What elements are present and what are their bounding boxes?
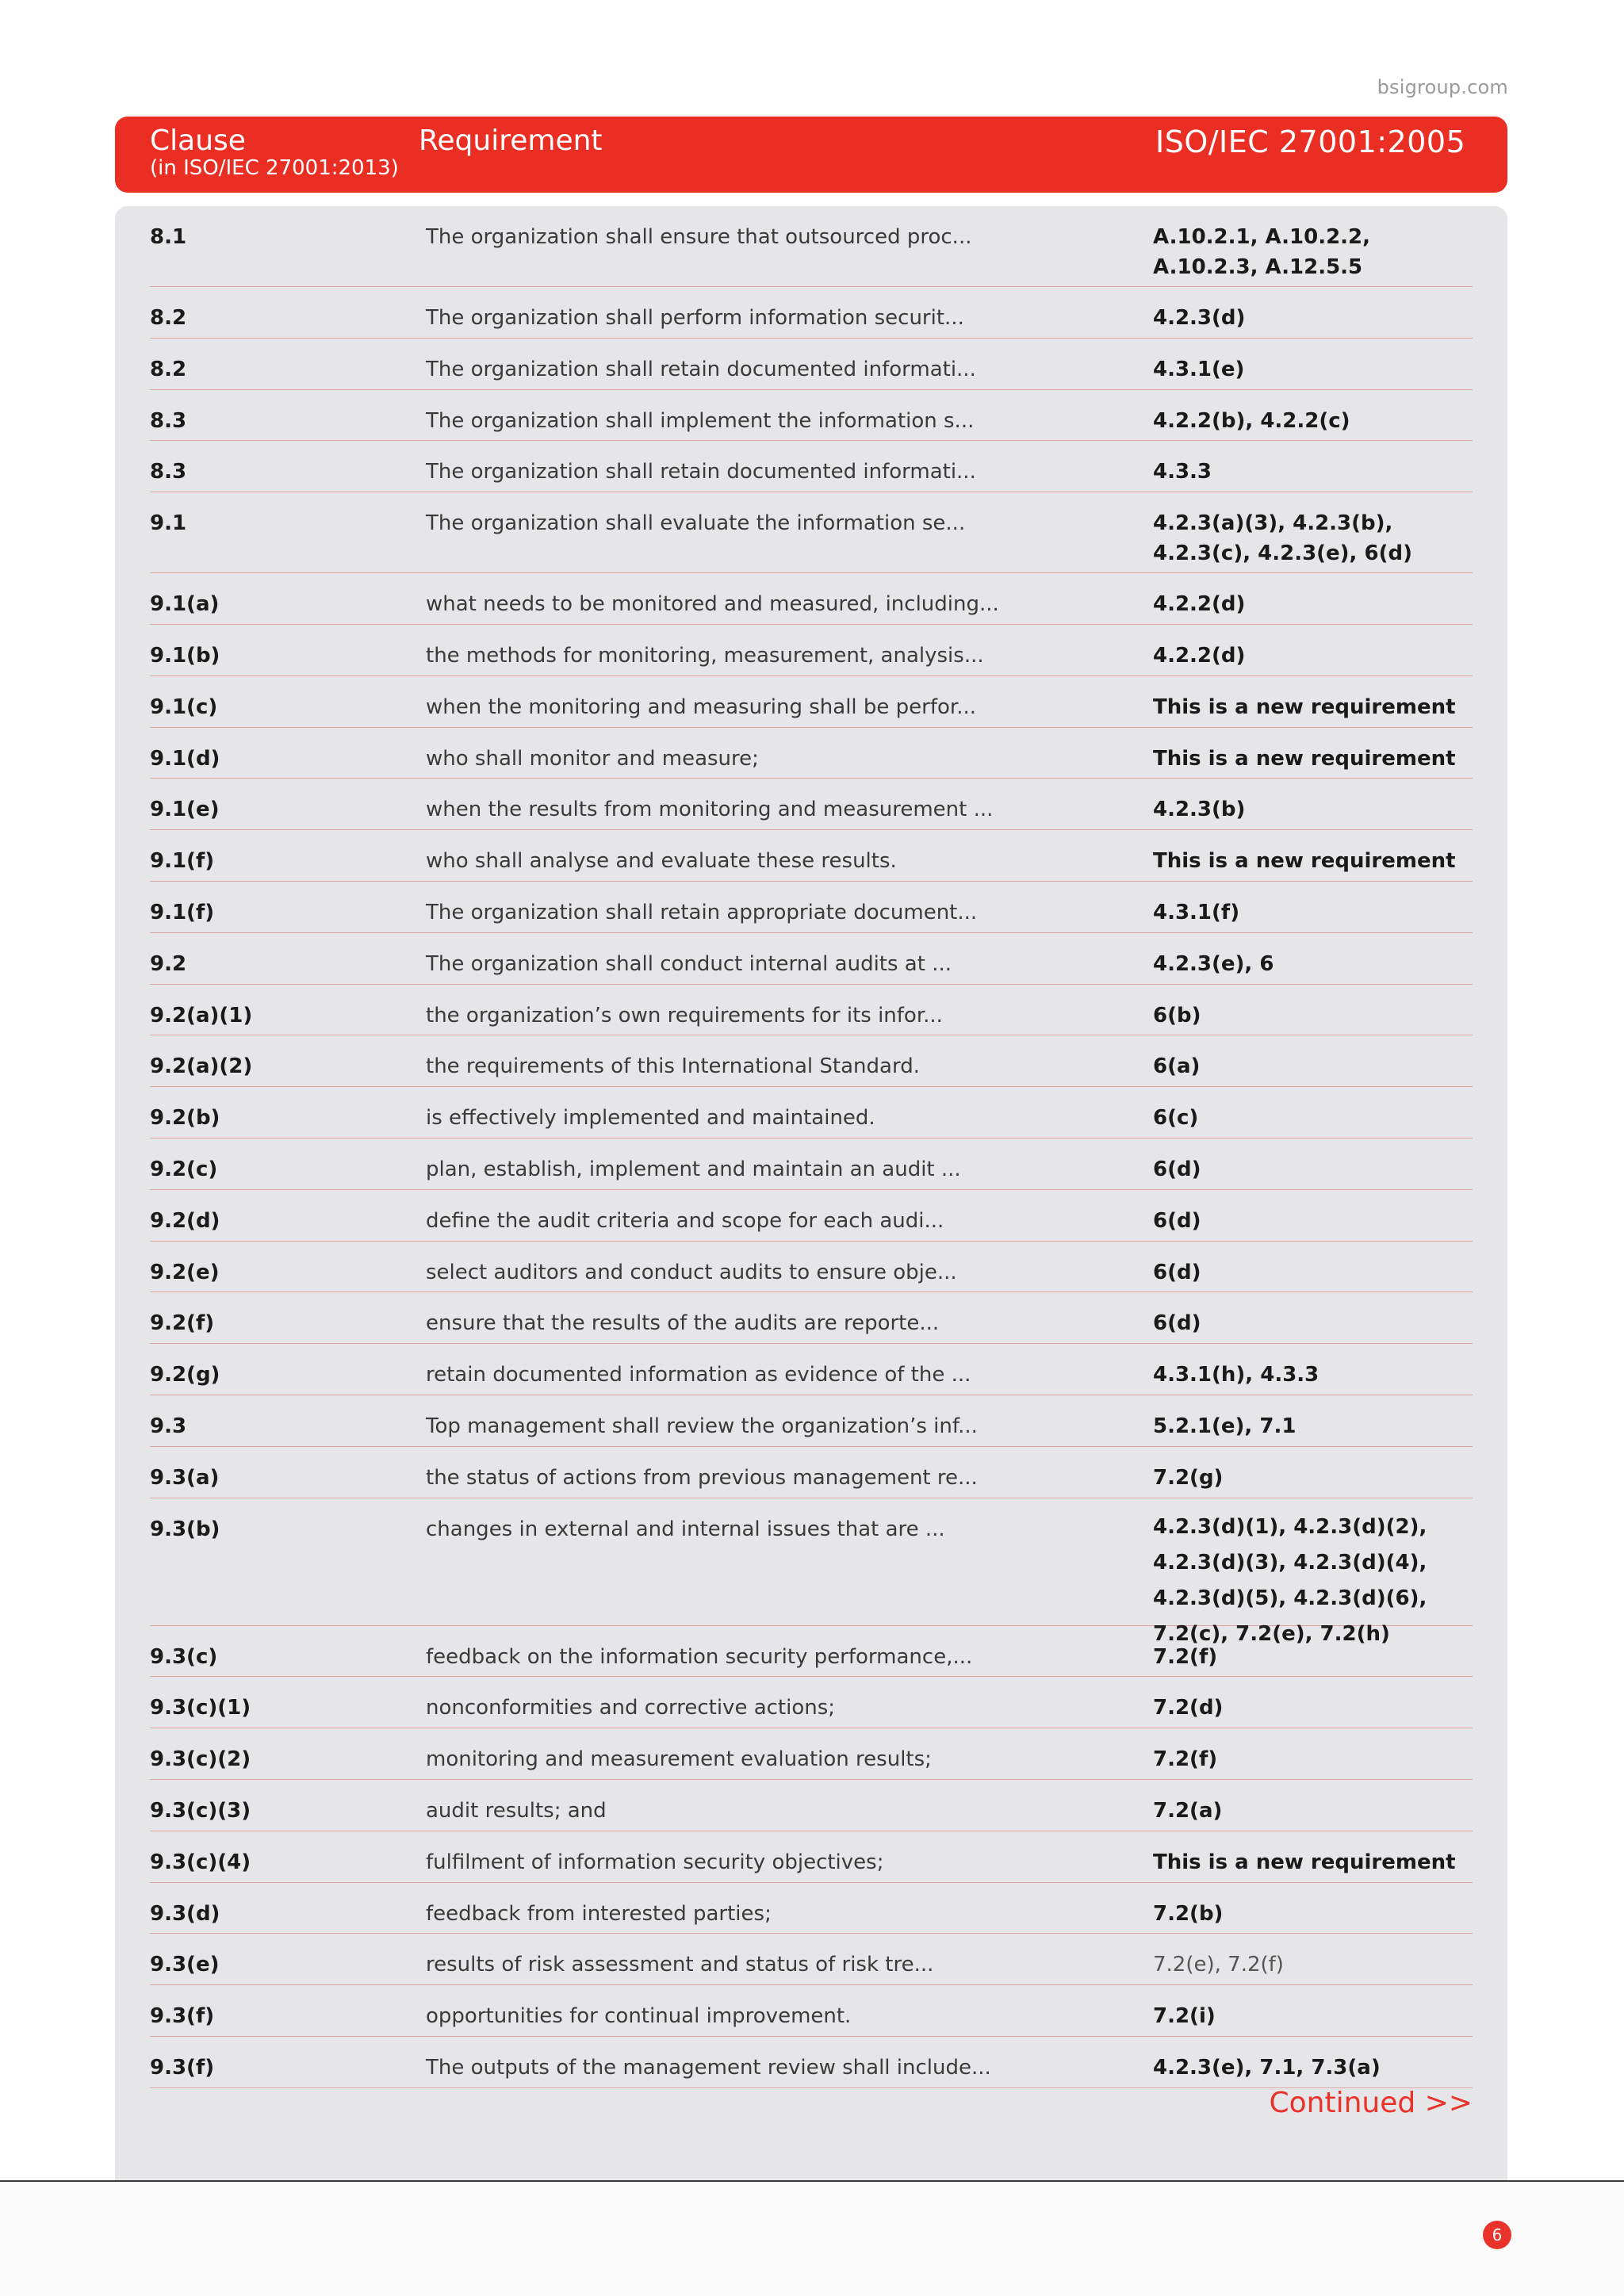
requirement-cell: the methods for monitoring, measurement, analysis... xyxy=(426,643,984,668)
clause-cell: 8.3 xyxy=(150,460,187,484)
clause-cell: 9.1(c) xyxy=(150,695,218,719)
table-row xyxy=(150,1087,1473,1138)
iso-2005-cell: 4.2.2(d) xyxy=(1153,643,1246,668)
iso-2005-cell: 6(c) xyxy=(1153,1106,1199,1131)
requirement-cell: The organization shall retain documented informati... xyxy=(426,460,976,484)
clause-cell: 9.3(d) xyxy=(150,1901,220,1926)
iso-2005-cell: A.10.2.1, A.10.2.2, A.10.2.3, A.12.5.5 xyxy=(1153,225,1371,279)
clause-cell: 9.2 xyxy=(150,951,187,976)
requirement-cell: what needs to be monitored and measured, including... xyxy=(426,592,999,617)
table-row xyxy=(150,1728,1473,1780)
iso-2005-cell: 4.3.1(h), 4.3.3 xyxy=(1153,1363,1320,1387)
requirement-cell: the requirements of this International Standard. xyxy=(426,1054,920,1079)
requirement-cell: nonconformities and corrective actions; xyxy=(426,1696,836,1720)
iso-2005-cell: 7.2(a) xyxy=(1153,1798,1223,1823)
clause-cell: 9.3(f) xyxy=(150,2055,215,2080)
table-row xyxy=(150,1934,1473,1985)
requirement-cell: The organization shall ensure that outsourced proc... xyxy=(426,225,972,249)
table-row xyxy=(150,390,1473,442)
table-row xyxy=(150,1985,1473,2037)
site-url: bsigroup.com xyxy=(1377,76,1508,98)
table-row xyxy=(150,1831,1473,1883)
iso-2005-cell: This is a new requirement xyxy=(1153,695,1456,719)
clause-cell: 9.2(c) xyxy=(150,1157,218,1181)
requirement-cell: the status of actions from previous management re... xyxy=(426,1465,978,1490)
requirement-cell: monitoring and measurement evaluation results; xyxy=(426,1747,932,1772)
table-row xyxy=(150,1626,1473,1678)
iso-2005-cell: 4.2.2(d) xyxy=(1153,592,1246,617)
page-number-badge: 6 xyxy=(1483,2221,1511,2249)
clause-cell: 9.1(d) xyxy=(150,746,220,771)
iso-2005-cell: 4.3.1(e) xyxy=(1153,357,1245,381)
requirement-cell: The outputs of the management review shall include... xyxy=(426,2055,991,2080)
clause-cell: 8.2 xyxy=(150,306,187,330)
iso-2005-cell: 4.3.1(f) xyxy=(1153,900,1240,924)
clause-cell: 9.2(d) xyxy=(150,1208,220,1233)
requirement-cell: who shall monitor and measure; xyxy=(426,746,759,771)
requirement-cell: feedback on the information security performance,... xyxy=(426,1644,973,1669)
clause-cell: 9.3(c)(1) xyxy=(150,1696,251,1720)
clause-cell: 9.1(b) xyxy=(150,643,220,668)
continued-link[interactable]: Continued >> xyxy=(1269,2087,1473,2119)
iso-2005-cell: 6(b) xyxy=(1153,1003,1201,1027)
requirement-cell: ensure that the results of the audits are reporte... xyxy=(426,1311,940,1336)
iso-2005-cell: 7.2(i) xyxy=(1153,2004,1216,2029)
requirement-cell: The organization shall conduct internal audits at ... xyxy=(426,951,952,976)
iso-2005-cell: 7.2(f) xyxy=(1153,1747,1218,1772)
iso-2005-cell: 7.2(d) xyxy=(1153,1696,1224,1720)
requirement-cell: when the monitoring and measuring shall be perfor... xyxy=(426,695,977,719)
iso-2005-cell: 6(a) xyxy=(1153,1054,1201,1079)
table-row xyxy=(150,573,1473,625)
iso-2005-cell: 7.2(f) xyxy=(1153,1644,1218,1669)
clause-cell: 9.1(e) xyxy=(150,798,220,822)
table-row xyxy=(150,339,1473,390)
clause-cell: 9.3(a) xyxy=(150,1465,220,1490)
iso-2005-cell: 4.2.3(d)(1), 4.2.3(d)(2), 4.2.3(d)(3), 4.2.3(d)(4), 4.2.3(d)(5), 4.2.3(d)(6), 7.2(c), 7.2(e), 7.2(h) xyxy=(1153,1514,1427,1646)
iso-2005-cell: 7.2(g) xyxy=(1153,1465,1224,1490)
table-row xyxy=(150,779,1473,830)
requirement-cell: feedback from interested parties; xyxy=(426,1901,772,1926)
iso-2005-cell: 4.2.3(e), 7.1, 7.3(a) xyxy=(1153,2055,1381,2080)
clause-cell: 8.2 xyxy=(150,357,187,381)
table-row xyxy=(150,1677,1473,1728)
table-row xyxy=(150,2037,1473,2088)
clause-cell: 9.3 xyxy=(150,1414,187,1438)
iso-2005-cell: 4.3.3 xyxy=(1153,460,1212,484)
table-panel xyxy=(115,206,1507,2180)
table-row xyxy=(150,1395,1473,1447)
table-row xyxy=(150,1344,1473,1395)
clause-cell: 9.2(e) xyxy=(150,1260,220,1284)
footer-band xyxy=(0,2182,1624,2296)
requirement-cell: retain documented information as evidence of the ... xyxy=(426,1363,971,1387)
mapping-table xyxy=(150,206,1473,2088)
iso-2005-cell: 4.2.3(e), 6 xyxy=(1153,951,1274,976)
clause-cell: 9.3(f) xyxy=(150,2004,215,2029)
clause-cell: 9.1(f) xyxy=(150,849,215,874)
iso-2005-cell: This is a new requirement xyxy=(1153,849,1456,874)
table-row xyxy=(150,830,1473,882)
clause-cell: 9.3(c)(4) xyxy=(150,1850,251,1874)
iso-2005-cell: 4.2.2(b), 4.2.2(c) xyxy=(1153,408,1350,433)
header-iso-2005: ISO/IEC 27001:2005 xyxy=(1155,124,1466,159)
iso-2005-cell: 6(d) xyxy=(1153,1208,1201,1233)
requirement-cell: The organization shall perform information securit... xyxy=(426,306,964,330)
table-header xyxy=(115,117,1507,193)
requirement-cell: the organization’s own requirements for its infor... xyxy=(426,1003,943,1027)
table-row xyxy=(150,985,1473,1036)
table-row xyxy=(150,1242,1473,1293)
table-row xyxy=(150,1292,1473,1344)
requirement-cell: select auditors and conduct audits to ensure obje... xyxy=(426,1260,957,1284)
clause-cell: 8.1 xyxy=(150,225,187,249)
table-row xyxy=(150,1883,1473,1934)
requirement-cell: audit results; and xyxy=(426,1798,607,1823)
requirement-cell: results of risk assessment and status of risk tre... xyxy=(426,1953,934,1977)
clause-cell: 9.1 xyxy=(150,511,187,536)
table-row xyxy=(150,625,1473,676)
iso-2005-cell: 4.2.3(d) xyxy=(1153,306,1246,330)
header-clause: Clause xyxy=(150,124,246,157)
table-row xyxy=(150,728,1473,779)
table-row xyxy=(150,1190,1473,1242)
clause-cell: 9.3(b) xyxy=(150,1517,220,1541)
requirement-cell: The organization shall retain appropriate document... xyxy=(426,900,978,924)
table-row xyxy=(150,676,1473,728)
clause-cell: 9.1(f) xyxy=(150,900,215,924)
clause-cell: 8.3 xyxy=(150,408,187,433)
requirement-cell: fulfilment of information security objectives; xyxy=(426,1850,884,1874)
table-row xyxy=(150,933,1473,985)
iso-2005-cell: 6(d) xyxy=(1153,1157,1201,1181)
iso-2005-cell: 6(d) xyxy=(1153,1260,1201,1284)
table-row xyxy=(150,1498,1473,1646)
table-row xyxy=(150,1035,1473,1087)
clause-cell: 9.3(e) xyxy=(150,1953,220,1977)
clause-cell: 9.2(b) xyxy=(150,1106,220,1131)
table-row xyxy=(150,206,1473,287)
table-row xyxy=(150,1447,1473,1498)
requirement-cell: The organization shall evaluate the information se... xyxy=(426,511,966,536)
requirement-cell: define the audit criteria and scope for each audi... xyxy=(426,1208,944,1233)
requirement-cell: The organization shall retain documented informati... xyxy=(426,357,976,381)
clause-cell: 9.3(c) xyxy=(150,1644,218,1669)
requirement-cell: The organization shall implement the information s... xyxy=(426,408,975,433)
requirement-cell: opportunities for continual improvement. xyxy=(426,2004,852,2029)
iso-2005-cell: 6(d) xyxy=(1153,1311,1201,1336)
iso-2005-cell: 5.2.1(e), 7.1 xyxy=(1153,1414,1297,1438)
requirement-cell: changes in external and internal issues that are ... xyxy=(426,1517,945,1541)
header-clause-subtitle: (in ISO/IEC 27001:2013) xyxy=(150,156,399,180)
iso-2005-cell: 7.2(e), 7.2(f) xyxy=(1153,1953,1284,1977)
clause-cell: 9.2(a)(2) xyxy=(150,1054,253,1079)
iso-2005-cell: This is a new requirement xyxy=(1153,746,1456,771)
iso-2005-cell: This is a new requirement xyxy=(1153,1850,1456,1874)
requirement-cell: plan, establish, implement and maintain an audit ... xyxy=(426,1157,961,1181)
table-row xyxy=(150,492,1473,573)
clause-cell: 9.3(c)(2) xyxy=(150,1747,251,1772)
clause-cell: 9.2(g) xyxy=(150,1363,220,1387)
iso-2005-cell: 7.2(b) xyxy=(1153,1901,1224,1926)
table-row xyxy=(150,882,1473,933)
requirement-cell: Top management shall review the organization’s inf... xyxy=(426,1414,978,1438)
iso-2005-cell: 4.2.3(b) xyxy=(1153,798,1246,822)
requirement-cell: when the results from monitoring and measurement ... xyxy=(426,798,994,822)
header-requirement: Requirement xyxy=(419,124,603,157)
iso-2005-cell: 4.2.3(a)(3), 4.2.3(b), 4.2.3(c), 4.2.3(e), 6(d) xyxy=(1153,511,1412,566)
table-row xyxy=(150,1780,1473,1831)
requirement-cell: is effectively implemented and maintained. xyxy=(426,1106,875,1131)
clause-cell: 9.2(a)(1) xyxy=(150,1003,253,1027)
clause-cell: 9.2(f) xyxy=(150,1311,215,1336)
table-row xyxy=(150,1138,1473,1190)
requirement-cell: who shall analyse and evaluate these results. xyxy=(426,849,897,874)
table-row xyxy=(150,287,1473,339)
clause-cell: 9.3(c)(3) xyxy=(150,1798,251,1823)
clause-cell: 9.1(a) xyxy=(150,592,220,617)
table-row xyxy=(150,441,1473,492)
